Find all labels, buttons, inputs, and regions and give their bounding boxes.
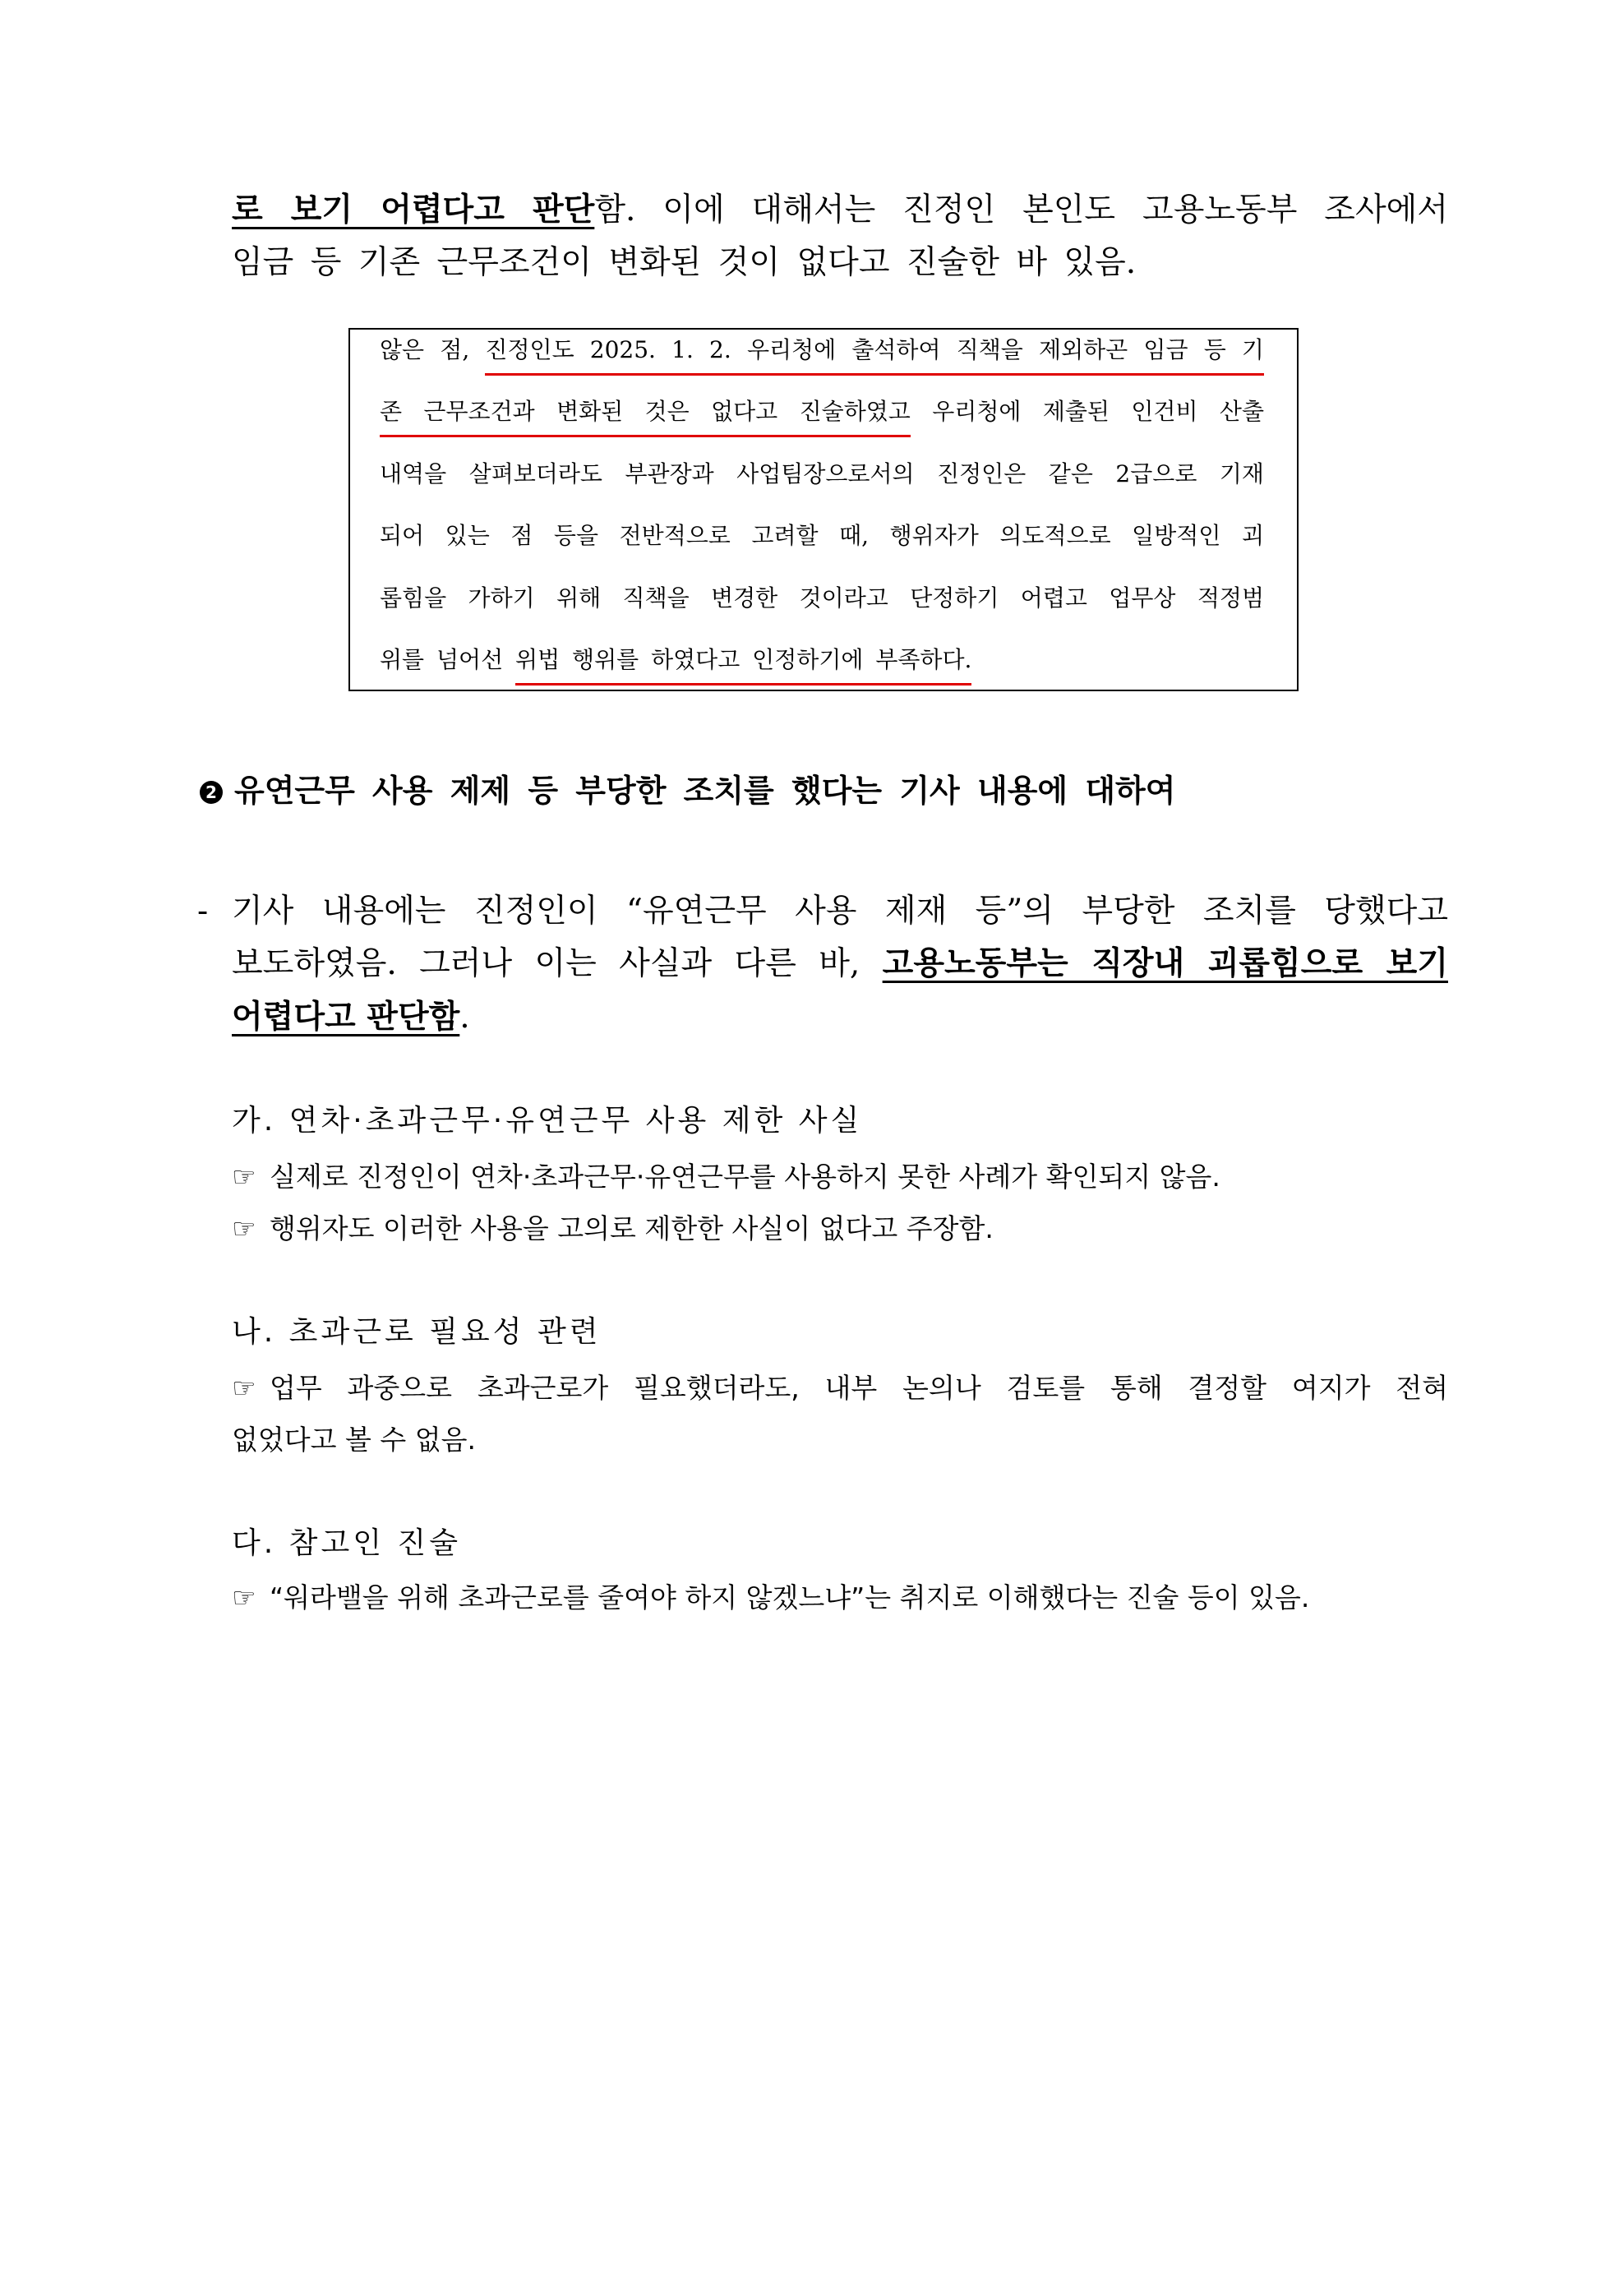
red-underline-text: 진정인도 2025. 1. 2. 우리청에 출석하여 직책을 제외하곤 임금 등 기 <box>485 336 1264 376</box>
point-item <box>232 1212 994 1244</box>
circled-number-icon: 2 <box>200 781 223 804</box>
quote-line-1 <box>380 336 1264 363</box>
bold-conclusion: 고용노동부는 직장내 괴롭힘으로 보기 <box>882 944 1448 982</box>
quote-text: 위를 넘어선 <box>380 646 516 673</box>
quote-text: 우리청에 제출된 인건비 산출 <box>910 398 1264 425</box>
intro-line-2: 임금 등 기존 근무조건이 변화된 것이 없다고 진술한 바 있음. <box>232 244 1137 281</box>
intro-text: 함. 이에 대해서는 진정인 본인도 고용노동부 조사에서 <box>594 192 1448 228</box>
pointing-hand-icon: ☞ <box>232 1161 256 1193</box>
quote-line-2 <box>380 400 1264 423</box>
para-text: 보도하였음. 그러나 이는 사실과 다른 바, <box>232 945 883 982</box>
section-title: 유연근무 사용 제제 등 부당한 조치를 했다는 기사 내용에 대하여 <box>234 773 1176 809</box>
bold-conclusion: 로 보기 어렵다고 판단 <box>232 191 595 228</box>
quote-box <box>348 328 1299 691</box>
section-heading <box>200 773 1176 809</box>
intro-line-1 <box>232 191 1448 228</box>
quote-line-6 <box>380 646 972 673</box>
red-underline-text: 존 근무조건과 변화된 것은 없다고 진술하였고 <box>380 398 911 437</box>
point-item <box>232 1581 1310 1613</box>
point-continuation: 없었다고 볼 수 없음. <box>232 1424 476 1456</box>
subsection-title-na: 나. 초과근로 필요성 관련 <box>232 1315 602 1349</box>
pointing-hand-icon: ☞ <box>232 1212 256 1244</box>
para-line-2 <box>232 944 1448 982</box>
point-item <box>232 1161 1220 1193</box>
point-text: 행위자도 이러한 사용을 고의로 제한한 사실이 없다고 주장함. <box>270 1212 994 1244</box>
para-line-1: 기사 내용에는 진정인이 “유연근무 사용 제재 등”의 부당한 조치를 당했다고 <box>232 893 1448 930</box>
quote-text: 않은 점, <box>380 336 486 363</box>
point-text: 실제로 진정인이 연차·초과근무·유연근무를 사용하지 못한 사례가 확인되지 않음. <box>270 1161 1220 1193</box>
quote-line-5: 롭힘을 가하기 위해 직책을 변경한 것이라고 단정하기 어렵고 업무상 적정범 <box>380 584 1264 612</box>
quote-line-3: 내역을 살펴보더라도 부관장과 사업팀장으로서의 진정인은 같은 2급으로 기재 <box>380 460 1264 487</box>
dash-bullet: - <box>197 893 209 930</box>
bold-conclusion: 어렵다고 판단함 <box>232 998 460 1036</box>
point-item <box>232 1372 1448 1404</box>
point-text: 업무 과중으로 초과근로가 필요했더라도, 내부 논의나 검토를 통해 결정할 여지가 전혀 <box>270 1372 1448 1404</box>
pointing-hand-icon: ☞ <box>232 1581 256 1613</box>
point-text: “워라밸을 위해 초과근로를 줄여야 하지 않겠느냐”는 취지로 이해했다는 진술 등이 있음. <box>270 1581 1310 1613</box>
para-text: . <box>459 999 470 1036</box>
subsection-title-da: 다. 참고인 진술 <box>232 1526 461 1560</box>
quote-line-4: 되어 있는 점 등을 전반적으로 고려할 때, 행위자가 의도적으로 일방적인 괴 <box>380 522 1264 549</box>
subsection-title-ga: 가. 연차·초과근무·유연근무 사용 제한 사실 <box>232 1104 863 1138</box>
red-underline-text: 위법 행위를 하였다고 인정하기에 부족하다. <box>515 646 971 686</box>
para-line-3 <box>232 998 470 1036</box>
pointing-hand-icon: ☞ <box>232 1372 256 1404</box>
